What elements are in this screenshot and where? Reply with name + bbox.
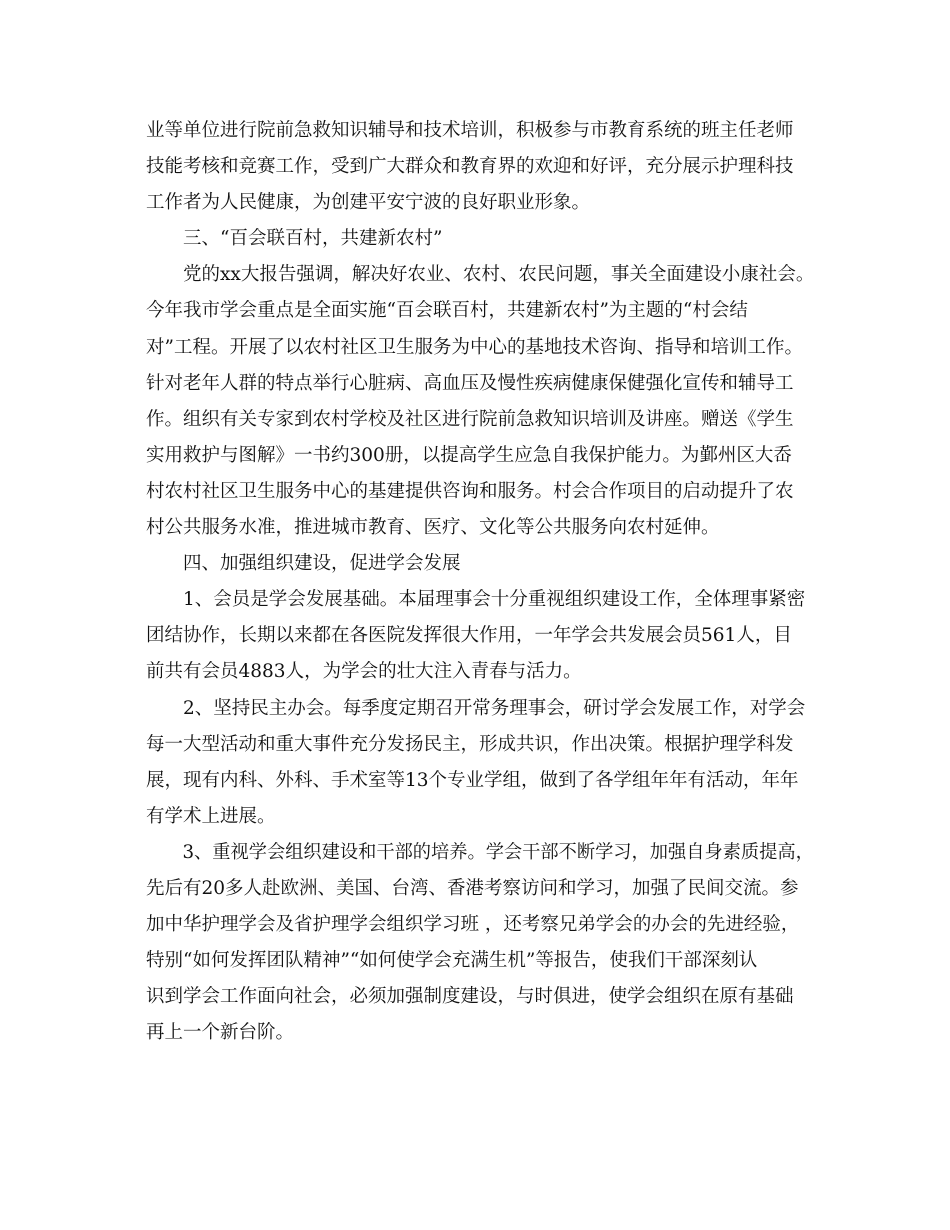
document-body [146,113,846,1051]
text-line: 有学术上进展。 [146,805,276,827]
text-line: 村公共服务水准，推进城市教育、医疗、文化等公共服务向农村延伸。 [146,517,720,539]
text-line: 团结协作，长期以来都在各医院发挥很大作用，一年学会共发展会员561人，目 [146,625,792,647]
text-line: 特别“如何发挥团队精神”“如何使学会充满生机”等报告，使我们干部深刻认 [146,950,758,972]
text-line: 2、坚持民主办会。每季度定期召开常务理事会，研讨学会发展工作，对学会 [183,697,806,719]
text-line: 业等单位进行院前急救知识辅导和技术培训，积极参与市教育系统的班主任老师 [146,120,794,141]
text-line: 党的xx大报告强调，解决好农业、农村、农民问题，事关全面建设小康社会。 [183,264,815,286]
text-line: 1、会员是学会发展基础。本届理事会十分重视组织建设工作，全体理事紧密 [183,589,806,611]
text-line: 展，现有内科、外科、手术室等13个专业学组，做到了各学组年年有活动，年年 [146,769,799,791]
text-line: 作。组织有关专家到农村学校及社区进行院前急救知识培训及讲座。赠送《学生 [146,408,794,430]
text-line: 3、重视学会组织建设和干部的培养。学会干部不断学习，加强自身素质提高， [182,841,814,863]
text-line: 针对老年人群的特点举行心脏病、高血压及慢性疾病健康保健强化宣传和辅导工 [146,372,794,394]
text-line: 三、“百会联百村，共建新农村” [183,228,443,250]
text-line: 识到学会工作面向社会，必须加强制度建设，与时俱进，使学会组织在原有基础 [146,986,794,1008]
text-line: 技能考核和竞赛工作，受到广大群众和教育界的欢迎和好评，充分展示护理科技 [146,156,794,178]
text-line: 工作者为人民健康，为创建平安宁波的良好职业形象。 [146,192,591,214]
text-line: 先后有20多人赴欧洲、美国、台湾、香港考察访问和学习，加强了民间交流。参 [146,877,799,899]
text-line: 实用救护与图解》一书约300册，以提高学生应急自我保护能力。为鄞州区大岙 [146,444,792,466]
text-line: 今年我市学会重点是全面实施“百会联百村，共建新农村”为主题的“村会结 [146,300,748,322]
text-line: 加中华护理学会及省护理学会组织学习班 ，还考察兄弟学会的办会的先进经验， [146,914,800,936]
text-line: 村农村社区卫生服务中心的基建提供咨询和服务。村会合作项目的启动提升了农 [146,480,794,502]
text-line: 再上一个新台阶。 [146,1022,295,1044]
text-line: 每一大型活动和重大事件充分发扬民主，形成共识，作出决策。根据护理学科发 [146,733,794,755]
text-line: 四、加强组织建设，促进学会发展 [183,553,461,575]
text-line: 对”工程。开展了以农村社区卫生服务为中心的基地技术咨询、指导和培训工作。 [146,336,803,358]
text-line: 前共有会员4883人，为学会的壮大注入青春与活力。 [146,661,582,683]
